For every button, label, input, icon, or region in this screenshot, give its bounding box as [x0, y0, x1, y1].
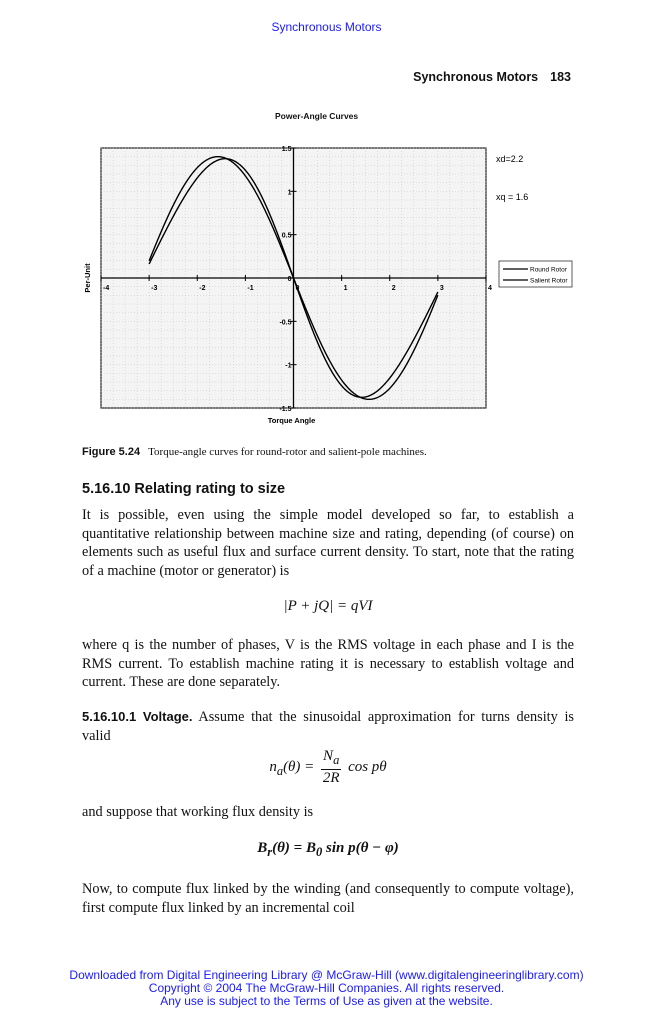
- paragraph-3: and suppose that working flux density is: [82, 804, 314, 820]
- y-tick-label: -1: [285, 362, 292, 370]
- equation-flux-density: $B_r(\theta) = B_0$ sin p(θ − φ): [257, 840, 399, 859]
- equation-rating: |P + jQ| = qVI: [283, 598, 373, 614]
- figure-caption: [82, 446, 427, 458]
- y-axis-label: Per-Unit: [83, 263, 92, 293]
- x-tick-label: 2: [391, 285, 396, 292]
- y-tick-label: -0.5: [279, 319, 292, 327]
- paragraph-1: It is possible, even using the simple model developed so far, to establish a quantitative relationship between machine size and rating, depending (of course) on elements such as useful flux and surface current density. To start, note that the rating of a machine (motor or generator) is: [82, 507, 574, 579]
- subsection-heading: 5.16.10.1 Voltage.: [82, 709, 193, 724]
- chart-legend: [499, 261, 572, 287]
- page-footer: [0, 969, 653, 1008]
- subsection-text: Assume that the sinusoidal approximation for turns density is valid: [82, 709, 574, 744]
- chart-annotation: xq = 1.6: [496, 192, 529, 202]
- y-tick-label: 1.5: [281, 146, 292, 153]
- x-tick-label: -4: [103, 285, 110, 292]
- chart-annotation: xd=2.2: [496, 154, 524, 164]
- x-tick-label: 0: [295, 285, 300, 292]
- legend-entry: Salient Rotor: [530, 277, 568, 285]
- running-head: [413, 70, 571, 84]
- paragraph-2: where q is the number of phases, V is the RMS voltage in each phase and I is the RMS current. To establish machine rating it is necessary to establish voltage and current. These are done separately.: [82, 637, 574, 690]
- figure-caption-text: Torque-angle curves for round-rotor and salient-pole machines.: [148, 446, 427, 458]
- page-number: 183: [550, 70, 571, 84]
- x-tick-label: 3: [439, 285, 444, 292]
- x-tick-label: -1: [247, 285, 254, 292]
- x-tick-label: -3: [151, 285, 158, 292]
- x-tick-label: -2: [199, 285, 206, 292]
- x-axis-label: Torque Angle: [267, 416, 316, 425]
- equation-turns-density: $n_a(\theta)$ = $\frac{N_a}{2R}$ cos pθ: [269, 748, 387, 786]
- fraction: $\frac{N_a}{2R}$: [322, 748, 340, 786]
- subsection-voltage: [82, 708, 574, 745]
- figure-label: Figure 5.24: [82, 446, 141, 458]
- y-tick-label: 0: [287, 276, 292, 283]
- legend-entry: Round Rotor: [530, 266, 567, 274]
- chart-title: Power-Angle Curves: [275, 111, 359, 121]
- footer-line-3: Any use is subject to the Terms of Use as given at the website.: [160, 994, 493, 1008]
- section-heading: 5.16.10 Relating rating to size: [82, 481, 286, 497]
- footer-line-2: Copyright © 2004 The McGraw-Hill Companies. All rights reserved.: [148, 981, 505, 995]
- power-angle-chart: [80, 140, 580, 425]
- x-tick-label: 4: [488, 285, 492, 292]
- footer-line-1: Downloaded from Digital Engineering Library @ McGraw-Hill (www.digitalengineeringlibrary.com): [69, 968, 584, 982]
- top-header-title: Synchronous Motors: [271, 20, 382, 34]
- y-tick-label: -1.5: [279, 406, 292, 413]
- paragraph-4: Now, to compute flux linked by the winding (and consequently to compute voltage), first compute flux linked by an incremental coil: [82, 881, 574, 916]
- y-tick-label: 1: [287, 189, 292, 197]
- y-tick-label: 0.5: [281, 232, 292, 240]
- running-head-title: Synchronous Motors: [413, 70, 539, 84]
- x-tick-label: 1: [343, 285, 348, 292]
